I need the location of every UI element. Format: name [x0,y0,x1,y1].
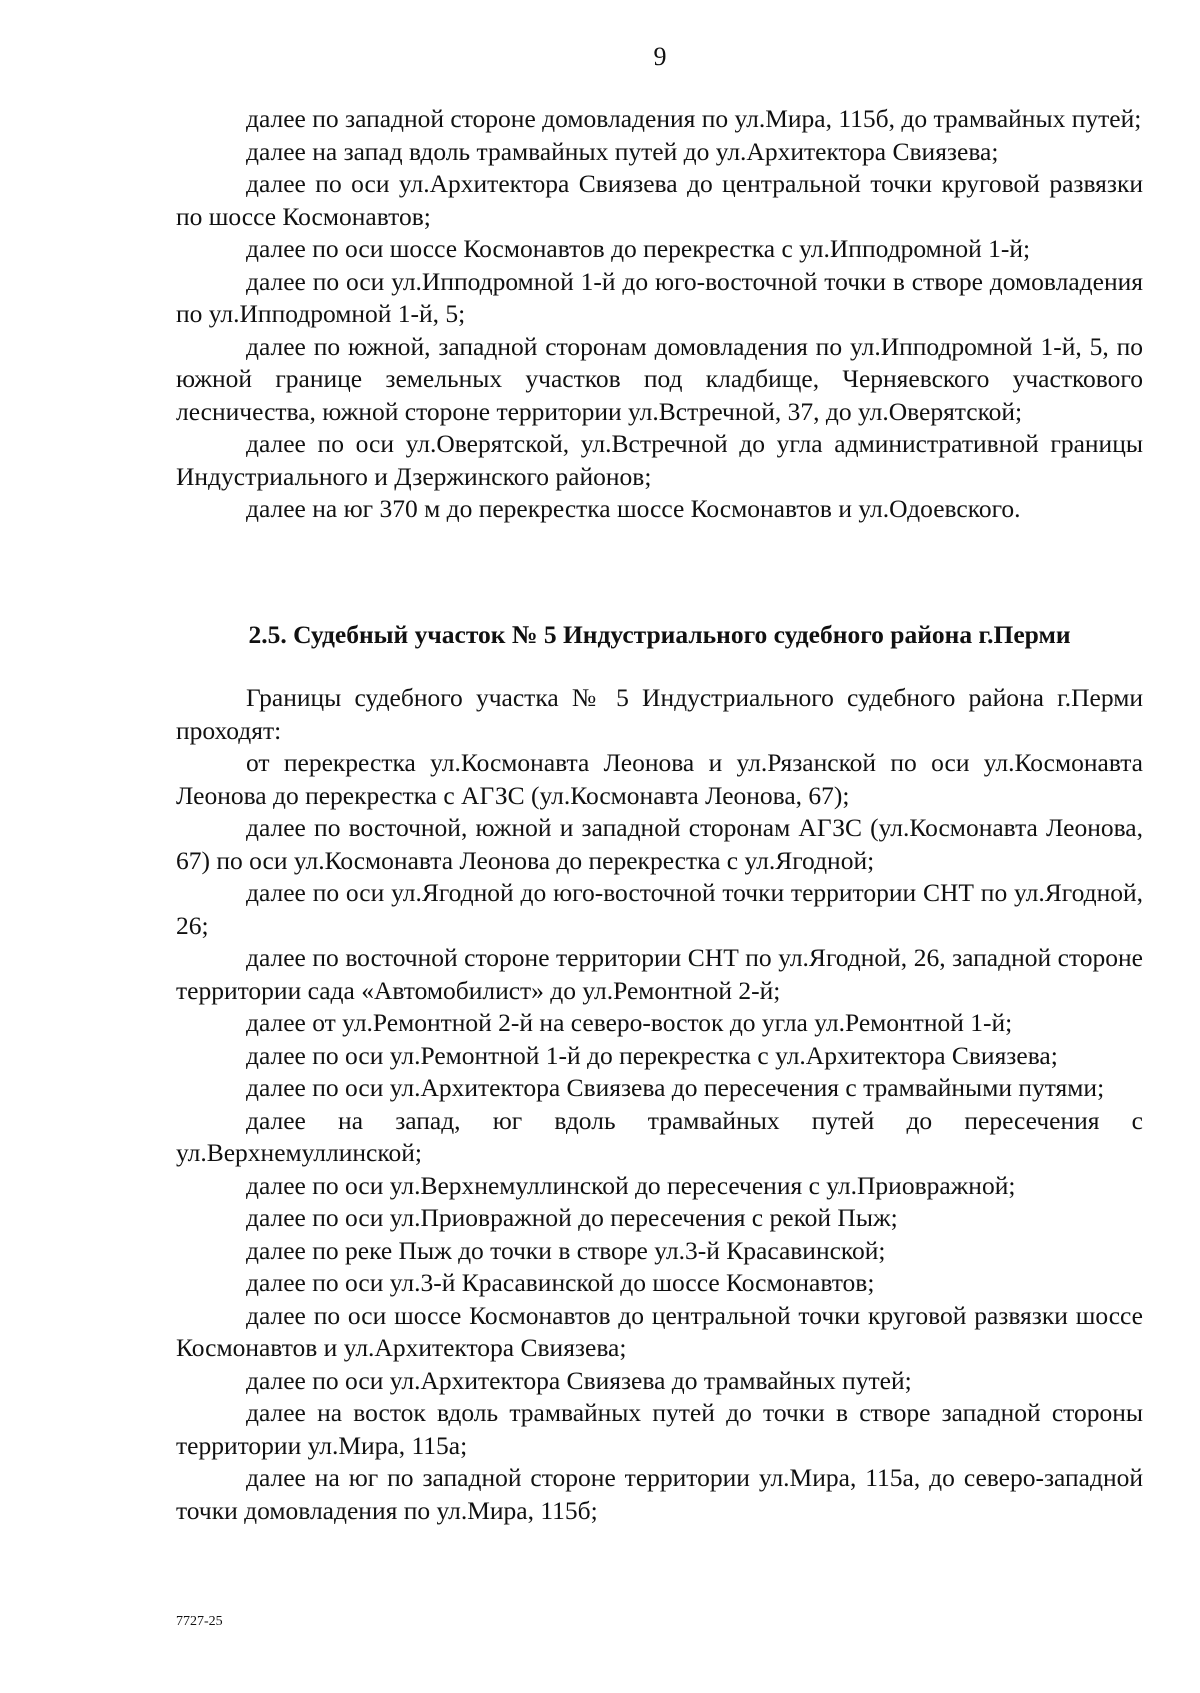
page-number: 9 [653,42,667,71]
document-code: 7727-25 [176,1614,223,1629]
paragraph: далее по южной, западной сторонам домовладения по ул.Ипподромной 1-й, 5, по южной границе земельных участков под кладбище, Черняевского участкового лесничества, южной стороне территории ул.Встречной, 37, до ул.Оверятской; [176,331,1143,426]
paragraph: далее по оси ул.Ремонтной 1-й до перекрестка с ул.Архитектора Свиязева; [246,1040,1058,1070]
section-heading: 2.5. Судебный участок № 5 Индустриального судебного района г.Перми [248,620,1071,649]
paragraph: далее по оси ул.Оверятской, ул.Встречной до угла административной границы Индустриального и Дзержинского районов; [176,429,1143,491]
paragraph: далее по западной стороне домовладения по ул.Мира, 115б, до трамвайных путей; [246,104,1142,133]
paragraph: далее по оси ул.Архитектора Свиязева до центральной точки круговой развязки по шоссе Космонавтов; [176,169,1143,231]
boundary-text-previous-section [176,103,1143,526]
paragraph: далее от ул.Ремонтной 2-й на северо-восток до угла ул.Ремонтной 1-й; [246,1008,1013,1037]
paragraph: далее по оси шоссе Космонавтов до перекрестка с ул.Ипподромной 1-й; [246,234,1031,263]
paragraph: далее по оси ул.3-й Красавинской до шоссе Космонавтов; [246,1268,875,1297]
boundary-text-section-2-5 [176,682,1143,1527]
paragraph: далее на юг 370 м до перекрестка шоссе Космонавтов и ул.Одоевского. [246,494,1021,523]
paragraph: далее по реке Пыж до точки в створе ул.3-й Красавинской; [246,1235,886,1265]
paragraph: далее по оси ул.Приовражной до пересечения с рекой Пыж; [246,1203,898,1232]
paragraph: далее по оси ул.Верхнемуллинской до пересечения с ул.Приовражной; [246,1170,1016,1200]
paragraph: далее на запад вдоль трамвайных путей до ул.Архитектора Свиязева; [246,136,999,166]
paragraph: далее на юг по западной стороне территории ул.Мира, 115а, до северо-западной точки домовладения по ул.Мира, 115б; [176,1463,1143,1525]
paragraph: далее по оси ул.Архитектора Свиязева до пересечения с трамвайными путями; [246,1073,1105,1102]
paragraph: Границы судебного участка № 5 Индустриального судебного района г.Перми проходят: [176,683,1143,745]
paragraph: далее по оси ул.Архитектора Свиязева до трамвайных путей; [246,1365,912,1395]
paragraph: далее по восточной, южной и западной сторонам АГЗС (ул.Космонавта Леонова, 67) по оси ул.Космонавта Леонова до перекрестка с ул.Ягодной; [176,813,1143,875]
paragraph: далее по оси ул.Ипподромной 1-й до юго-восточной точки в створе домовладения по ул.Ипподромной 1-й, 5; [176,266,1143,328]
paragraph: далее по оси шоссе Космонавтов до центральной точки круговой развязки шоссе Космонавтов и ул.Архитектора Свиязева; [176,1300,1143,1362]
paragraph: далее по оси ул.Ягодной до юго-восточной точки территории СНТ по ул.Ягодной, 26; [176,878,1143,940]
paragraph: далее на запад, юг вдоль трамвайных путей до пересечения с ул.Верхнемуллинской; [176,1105,1143,1167]
paragraph: далее на восток вдоль трамвайных путей до точки в створе западной стороны территории ул.Мира, 115а; [176,1398,1143,1460]
paragraph: далее по восточной стороне территории СНТ по ул.Ягодной, 26, западной стороне территории сада «Автомобилист» до ул.Ремонтной 2-й; [176,943,1143,1005]
paragraph: от перекрестка ул.Космонавта Леонова и ул.Рязанской по оси ул.Космонавта Леонова до перекрестка с АГЗС (ул.Космонавта Леонова, 67); [176,748,1143,810]
